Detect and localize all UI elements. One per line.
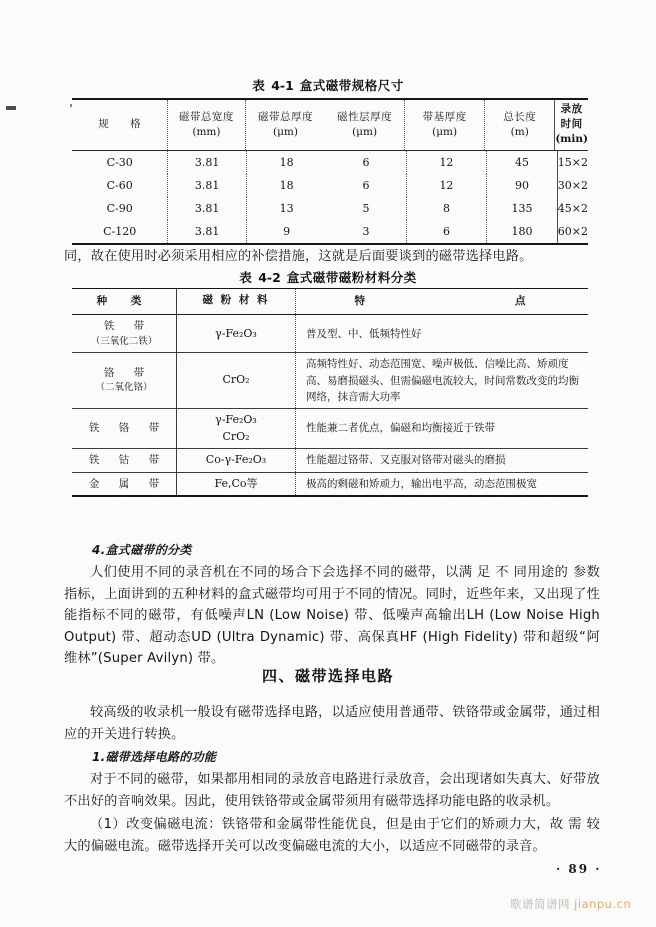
table-row	[72, 151, 588, 174]
sub-heading-4: 4.盒式磁带的分类	[92, 543, 192, 557]
paragraph-tape-classification: 人们使用不同的录音机在不同的场合下会选择不同的磁带，以满 足 不 同用途的 参数指标，上面讲到的五种材料的盒式磁带均可用于不同的情况。同时，近些年来，又出现了性能指标不同的磁带，有低噪声LN (Low Noise) 带、低噪声高输出LH (Low Noise High Output) 带、超动态UD (Ultra Dynamic) 带、高保真HF (High Fidelity) 带和超级“阿维林”(Super Avilyn) 带。	[64, 565, 600, 666]
material-formula: Co-γ-Fe₂O₃	[205, 453, 267, 467]
page-number-dot-left: ·	[556, 862, 563, 876]
cell-type	[72, 409, 177, 449]
cell-spec: C-60	[106, 178, 133, 192]
cell-material	[177, 353, 296, 409]
cell-spec: C-30	[106, 155, 133, 169]
cell-type	[72, 472, 177, 495]
table-4-2-col-material: 磁 粉 材 料	[177, 289, 296, 315]
cell-time: 15×2	[557, 151, 588, 174]
material-formula: Fe,Co等	[214, 476, 258, 490]
cell-thickness: 18	[246, 151, 326, 174]
cell-layer: 5	[362, 201, 370, 215]
table-4-2-grid	[72, 289, 588, 495]
cell-width: 3.81	[168, 197, 247, 220]
cell-type	[72, 353, 177, 409]
page-number-value: 89	[568, 862, 590, 876]
table-4-1-caption-title: 盒式磁带规格尺寸	[299, 78, 404, 93]
cell-material	[177, 315, 296, 353]
cell-length: 90	[487, 174, 558, 197]
cell-type	[72, 315, 177, 353]
table-4-2-col-type: 种 类	[72, 289, 177, 315]
table-4-1-caption-label: 表	[252, 78, 266, 93]
cell-thickness: 13	[246, 197, 326, 220]
cell-thickness: 18	[246, 174, 326, 197]
table-4-1-col-spec: 规 格	[98, 118, 150, 131]
features-label-right: 点	[515, 295, 526, 307]
features-label-left: 特	[354, 295, 365, 307]
paragraph-intro: 较高级的收录机一般设有磁带选择电路，以适应使用普通带、铁铬带或金属带，通过相应的开关进行转换。	[64, 705, 600, 742]
cell-material	[177, 472, 296, 495]
cell-spec: C-90	[106, 201, 133, 215]
table-4-1-col-base-thickness: 带基厚度 (μm)	[405, 100, 485, 150]
material-formula: γ-Fe₂O₃	[215, 326, 257, 340]
type-name: 铁 钴 带	[88, 454, 168, 467]
cell-features: 普及型、中、低频特性好	[296, 315, 589, 353]
cell-thickness: 9	[246, 220, 326, 243]
table-4-2-caption	[0, 268, 656, 286]
cell-layer: 3	[362, 224, 370, 238]
table-row	[72, 315, 588, 353]
cell-layer: 6	[362, 178, 370, 192]
type-name: 铬 带	[103, 367, 153, 380]
table-4-1-col-total-length: 总长度 (m)	[485, 100, 555, 150]
cell-width: 3.81	[168, 220, 247, 243]
paragraph-function: 对于不同的磁带，如果都用相同的录放音电路进行录放音，会出现诸如失真大、好带放不出好的音响效果。因此，使用铁铬带或金属带须用有磁带选择功能电路的收录机。	[64, 772, 600, 809]
scan-edge-mark-top	[70, 104, 72, 107]
table-4-1-col-tape-thickness: 磁带总厚度 (μm)	[245, 100, 325, 150]
cell-base: 12	[406, 151, 486, 174]
scan-edge-mark-left	[6, 106, 16, 110]
type-name: 金 属 带	[88, 477, 168, 490]
table-4-1-col-tape-width: 磁带总宽度 (mm)	[167, 100, 245, 150]
cell-features: 性能超过铬带、又克服对铬带对磁头的磨损	[296, 449, 589, 473]
table-4-1-grid	[72, 100, 588, 150]
table-4-1-caption	[0, 76, 656, 94]
table-4-2-col-features	[296, 289, 589, 315]
table-row	[72, 197, 588, 220]
cell-material	[177, 449, 296, 473]
cell-length: 135	[487, 197, 558, 220]
interstitial-line: 同，故在使用时必须采用相应的补偿措施，这就是后面要谈到的磁带选择电路。	[64, 249, 533, 264]
type-sub: （三氧化二铁）	[90, 335, 158, 347]
table-4-1-caption-number: 4-1	[271, 78, 294, 93]
table-row	[72, 449, 588, 473]
table-4-2-caption-number: 4-2	[258, 270, 281, 285]
table-4-1-col-magnetic-layer: 磁性层厚度 (μm)	[337, 110, 393, 138]
table-4-1-col-play-time: 录放时间 (min)	[555, 100, 588, 150]
table-4-2-caption-title: 盒式磁带磁粉材料分类	[286, 270, 417, 285]
cell-length: 180	[487, 220, 558, 243]
sub-heading-1: 1.磁带选择电路的功能	[92, 750, 217, 764]
table-4-2-caption-label: 表	[239, 270, 253, 285]
watermark-en: jianpu.cn	[574, 897, 632, 911]
cell-features: 性能兼二者优点，偏磁和均衡接近于铁带	[296, 409, 589, 449]
table-4-1-body	[72, 151, 588, 243]
cell-features: 极高的剩磁和矫顽力，输出电平高，动态范围极宽	[306, 477, 537, 490]
section-heading-four: 四、磁带选择电路	[261, 667, 394, 685]
cell-width: 3.81	[168, 174, 247, 197]
table-4-1-bottom-rule	[72, 243, 588, 245]
table-row	[72, 174, 588, 197]
material-formula: γ-Fe₂O₃	[215, 413, 257, 427]
cell-base: 8	[406, 197, 486, 220]
cell-time: 60×2	[557, 220, 588, 243]
cell-layer: 6	[362, 155, 370, 169]
table-row	[72, 353, 588, 409]
table-row	[72, 409, 588, 449]
page-number	[556, 862, 601, 876]
cell-time: 45×2	[557, 197, 588, 220]
paragraph-item-1: （1）改变偏磁电流：铁铬带和金属带性能优良，但是由于它们的矫顽力大，故 需 较大的偏磁电流。磁带选择开关可以改变偏磁电流的大小，以适应不同磁带的录音。	[64, 817, 600, 854]
cell-features: 高频特性好、动态范围宽、噪声极低、信噪比高、矫顽度高、易磨损磁头、但需偏磁电流较大，时间常数改变的均衡网络，抹音需大功率	[296, 353, 589, 409]
table-4-2-header-row	[72, 289, 588, 315]
type-name: 铁 带	[103, 320, 153, 333]
type-name: 铁 铬 带	[88, 422, 168, 435]
material-formula: CrO₂	[222, 373, 250, 387]
site-watermark	[510, 896, 631, 912]
table-4-1-header-row	[72, 100, 588, 150]
cell-base: 12	[406, 174, 486, 197]
cell-type	[72, 449, 177, 473]
cell-length: 45	[487, 151, 558, 174]
cell-base: 6	[406, 220, 486, 243]
cell-spec: C-120	[103, 224, 137, 238]
table-4-2	[72, 288, 588, 497]
cell-time: 30×2	[557, 174, 588, 197]
watermark-cn: 歌谱简谱网	[510, 897, 570, 911]
material-formula-2: CrO₂	[222, 429, 250, 443]
type-sub: （二氧化铬）	[95, 382, 153, 394]
table-row	[72, 220, 588, 243]
cell-width: 3.81	[168, 151, 247, 174]
table-4-2-bottom-rule	[72, 495, 588, 497]
table-4-1	[72, 98, 588, 245]
cell-material	[177, 409, 296, 449]
table-row	[72, 472, 588, 495]
page-number-dot-right: ·	[595, 862, 602, 876]
